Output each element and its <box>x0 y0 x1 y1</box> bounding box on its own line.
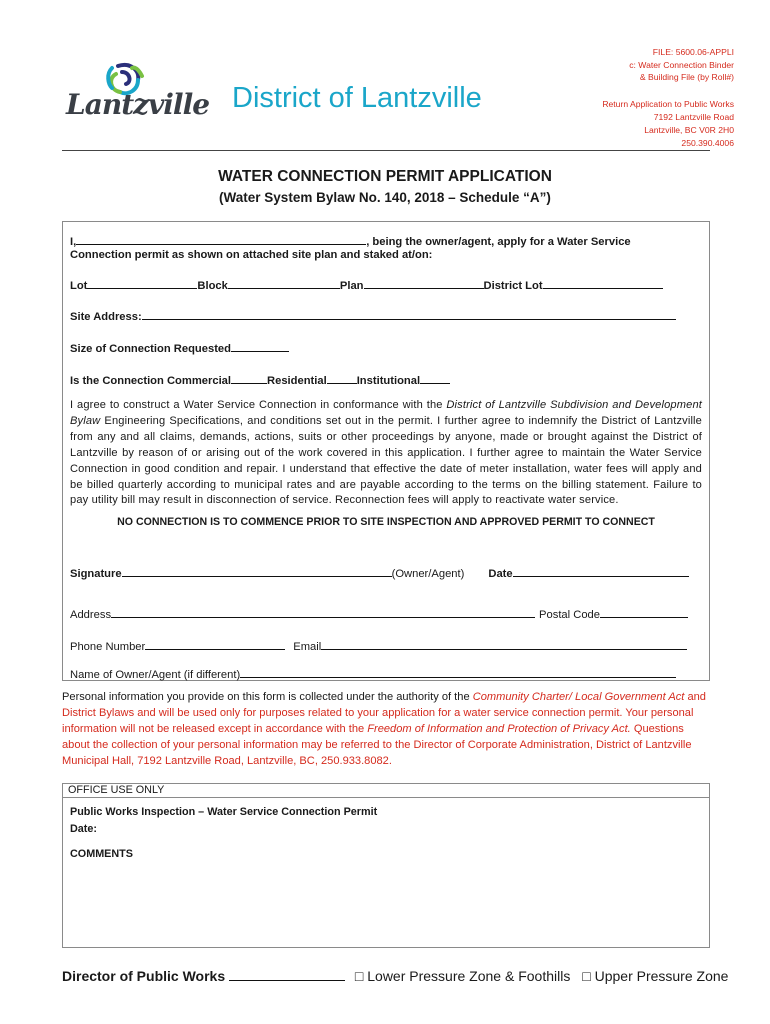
agreement-paragraph <box>70 398 702 509</box>
date-field[interactable] <box>513 565 689 577</box>
signature-row <box>70 565 689 580</box>
return-line: 7192 Lantzville Road <box>653 112 734 122</box>
connection-type-row <box>70 372 450 387</box>
commercial-label: Is the Connection Commercial <box>70 375 232 387</box>
director-label: Director of Public Works <box>62 968 226 984</box>
address-label: Address <box>70 609 112 621</box>
plan-field[interactable] <box>364 277 484 289</box>
privacy-statement <box>62 690 712 770</box>
return-line: Return Application to Public Works <box>602 99 734 109</box>
foippa-reference: Freedom of Information and Protection of Privacy Act. <box>367 722 631 735</box>
commercial-field[interactable] <box>231 372 267 384</box>
district-lot-field[interactable] <box>543 277 663 289</box>
phone-field[interactable] <box>145 638 285 650</box>
file-line: c: Water Connection Binder <box>629 59 734 70</box>
institutional-field[interactable] <box>420 372 450 384</box>
district-lot-label: District Lot <box>483 280 543 292</box>
postal-code-field[interactable] <box>600 606 688 618</box>
return-info <box>602 98 734 150</box>
lot-field[interactable] <box>87 277 197 289</box>
district-title: District of Lantzville <box>232 82 482 114</box>
privacy-text: Personal information you provide on this form is collected under the authority of the <box>62 691 473 703</box>
office-use-title: OFFICE USE ONLY <box>68 784 165 796</box>
size-row <box>70 340 289 355</box>
signature-label: Signature <box>70 568 122 580</box>
footer-row <box>62 966 728 984</box>
lower-zone-checkbox[interactable]: □ <box>354 968 364 984</box>
legal-description-row <box>70 277 663 292</box>
intro-line-2: Connection permit as shown on attached site plan and staked at/on: <box>70 249 433 261</box>
comments-area[interactable] <box>66 864 704 942</box>
phone-email-row <box>70 638 687 653</box>
email-field[interactable] <box>321 638 687 650</box>
office-divider <box>62 797 710 798</box>
intro-i: I, <box>70 236 77 248</box>
comments-label: COMMENTS <box>70 848 133 860</box>
connection-notice: NO CONNECTION IS TO COMMENCE PRIOR TO SITE INSPECTION AND APPROVED PERMIT TO CONNECT <box>117 516 655 528</box>
header-divider <box>62 150 710 151</box>
signature-field[interactable] <box>122 565 392 577</box>
block-label: Block <box>197 280 228 292</box>
upper-zone-checkbox[interactable]: □ <box>582 968 591 984</box>
residential-label: Residential <box>267 375 327 387</box>
intro-line-1 <box>70 233 631 248</box>
phone-label: Phone Number <box>70 641 146 653</box>
office-date-label: Date: <box>70 823 97 835</box>
form-heading: WATER CONNECTION PERMIT APPLICATION <box>218 168 552 185</box>
return-line: 250.390.4006 <box>681 138 734 148</box>
owner-agent-row <box>70 666 676 681</box>
intro-rest: , being the owner/agent, apply for a Water Service <box>366 236 631 248</box>
agreement-text: I agree to construct a Water Service Connection in conformance with the <box>70 399 447 411</box>
upper-zone-label: Upper Pressure Zone <box>594 968 729 984</box>
date-label: Date <box>488 568 513 580</box>
bylaw-reference: District of Lantzville Subdivision and Development Bylaw <box>70 399 702 427</box>
form-subheading: (Water System Bylaw No. 140, 2018 – Schedule “A”) <box>219 190 551 205</box>
size-label: Size of Connection Requested <box>70 343 231 355</box>
site-address-field[interactable] <box>142 308 676 320</box>
owner-name-field[interactable] <box>76 233 366 245</box>
owner-agent-label: (Owner/Agent) <box>391 568 465 580</box>
residential-field[interactable] <box>327 372 357 384</box>
postal-code-label: Postal Code <box>539 609 600 621</box>
logo-wordmark: Lantzville <box>66 88 210 121</box>
privacy-text: and District Bylaws and will be used only for purposes related to your application for a water service connection permit. Your personal information will not be released except in accordance with the <box>62 691 706 735</box>
file-info <box>629 46 734 84</box>
plan-label: Plan <box>339 280 364 292</box>
file-line: & Building File (by Roll#) <box>639 72 734 83</box>
email-label: Email <box>293 641 322 653</box>
institutional-label: Institutional <box>356 375 421 387</box>
privacy-act-reference: Community Charter/ Local Government Act <box>472 691 685 703</box>
owner-agent-name-label: Name of Owner/Agent (if different) <box>70 669 241 681</box>
address-field[interactable] <box>111 606 535 618</box>
lower-zone-label: Lower Pressure Zone & Foothills <box>367 968 571 984</box>
address-row <box>70 606 688 621</box>
site-address-row <box>70 308 676 323</box>
file-line: FILE: 5600.06-APPLI <box>652 47 734 57</box>
inspection-label: Public Works Inspection – Water Service Connection Permit <box>70 806 378 818</box>
block-field[interactable] <box>228 277 340 289</box>
director-signature-field[interactable] <box>229 966 345 981</box>
return-line: Lantzville, BC V0R 2H0 <box>644 125 734 135</box>
privacy-text: Questions about the collection of your personal information may be referred to the Director of Corporate Administration, District of Lantzville Municipal Hall, 7192 Lantzville Road, Lantzville, BC, 250.933.8082. <box>62 722 692 767</box>
owner-agent-name-field[interactable] <box>240 666 676 678</box>
lot-label: Lot <box>70 280 88 292</box>
agreement-text: Engineering Specifications, and conditions set out in the permit. I further agree to indemnify the District of Lantzville from any and all claims, demands, actions, suits or other proceedings by anyone, made or brought against the District of Lantzville by reason of or arising out of the work covered in this application. I further agree to maintain the Water Service Connection in good condition and repair. I understand that effective the date of meter installation, water fees will apply and be billed quarterly according to municipal rates and are payable according to the terms on the billing statement. Failure to pay utility bill may result in disconnection of service. Reconnection fees will apply to reactivate water service. <box>70 414 702 507</box>
size-field[interactable] <box>231 340 289 352</box>
site-address-label: Site Address: <box>70 311 142 323</box>
